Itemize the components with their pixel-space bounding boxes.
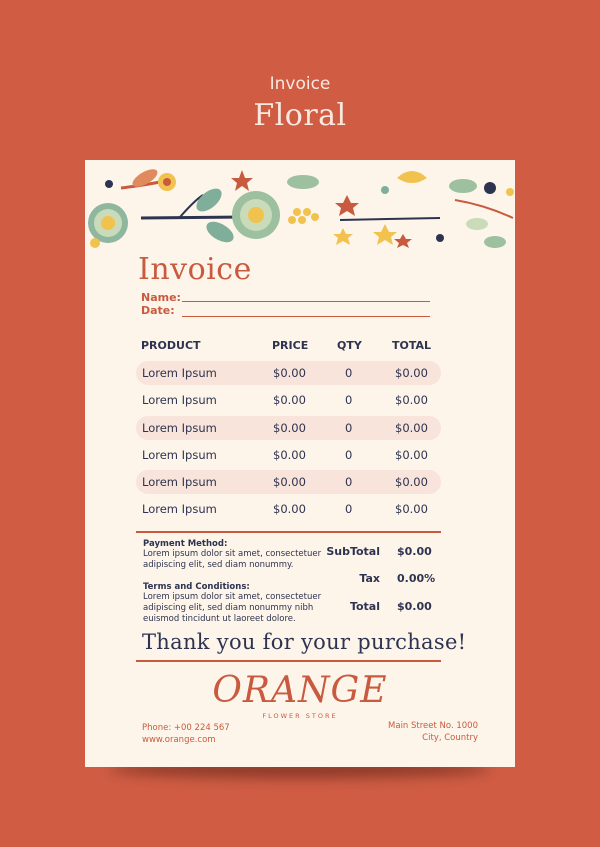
cell-qty: 0 — [345, 502, 353, 516]
table-row — [136, 497, 441, 521]
table-row — [136, 443, 441, 467]
cell-product: Lorem Ipsum — [142, 421, 217, 435]
cell-product: Lorem Ipsum — [142, 475, 217, 489]
table-row — [136, 416, 441, 440]
cell-qty: 0 — [345, 475, 353, 489]
brand-subtitle: FLOWER STORE — [262, 712, 338, 720]
table-row — [136, 361, 441, 385]
website-link[interactable]: www.orange.com — [142, 735, 216, 745]
terms-text: Lorem ipsum dolor sit amet, consectetuer adipiscing elit, sed diam nonummy nibh euismod tincidunt ut laoreet dolore. — [143, 592, 322, 624]
cell-qty: 0 — [345, 421, 353, 435]
cell-price: $0.00 — [273, 475, 306, 489]
subtotal-label: SubTotal — [326, 545, 380, 558]
table-row — [136, 470, 441, 494]
total-value: $0.00 — [397, 600, 432, 613]
cell-qty: 0 — [345, 448, 353, 462]
brand-logo: ORANGE — [212, 670, 388, 711]
name-label: Name: — [141, 291, 181, 304]
address-line-1: Main Street No. 1000 — [388, 721, 478, 731]
cell-total: $0.00 — [395, 393, 428, 407]
cell-total: $0.00 — [395, 475, 428, 489]
cell-product: Lorem Ipsum — [142, 366, 217, 380]
terms-heading: Terms and Conditions: — [143, 582, 250, 592]
cell-price: $0.00 — [273, 502, 306, 516]
phone-text: Phone: +00 224 567 — [142, 723, 230, 733]
address-block — [388, 720, 478, 744]
cell-product: Lorem Ipsum — [142, 502, 217, 516]
cell-total: $0.00 — [395, 448, 428, 462]
contact-block — [142, 722, 230, 746]
cell-product: Lorem Ipsum — [142, 393, 217, 407]
cell-price: $0.00 — [273, 366, 306, 380]
column-header-qty: QTY — [337, 339, 362, 352]
total-label: Total — [349, 600, 380, 613]
address-line-2: City, Country — [422, 733, 478, 743]
cell-qty: 0 — [345, 393, 353, 407]
invoice-title: Invoice — [138, 252, 252, 287]
cell-price: $0.00 — [273, 448, 306, 462]
tax-label: Tax — [359, 572, 380, 585]
column-header-total: TOTAL — [392, 339, 432, 352]
thanks-divider — [136, 660, 441, 662]
tax-value: 0.00% — [397, 572, 436, 585]
header-title: Floral — [253, 98, 347, 133]
cell-product: Lorem Ipsum — [142, 448, 217, 462]
table-divider — [136, 531, 441, 533]
cell-total: $0.00 — [395, 366, 428, 380]
subtotal-value: $0.00 — [397, 545, 432, 558]
cell-qty: 0 — [345, 366, 353, 380]
cell-total: $0.00 — [395, 502, 428, 516]
payment-text: Lorem ipsum dolor sit amet, consectetuer adipiscing elit, sed diam nonummy. — [143, 549, 322, 570]
column-header-price: PRICE — [272, 339, 309, 352]
name-line[interactable] — [182, 301, 430, 302]
cell-total: $0.00 — [395, 421, 428, 435]
date-label: Date: — [141, 304, 175, 317]
table-row — [136, 388, 441, 412]
date-line[interactable] — [182, 316, 430, 317]
header-subtitle: Invoice — [269, 74, 331, 94]
floral-decoration — [85, 160, 515, 260]
invoice-paper — [85, 160, 515, 767]
cell-price: $0.00 — [273, 421, 306, 435]
payment-heading: Payment Method: — [143, 539, 228, 549]
cell-price: $0.00 — [273, 393, 306, 407]
thank-you-message: Thank you for your purchase! — [142, 630, 467, 654]
column-header-product: PRODUCT — [141, 339, 201, 352]
